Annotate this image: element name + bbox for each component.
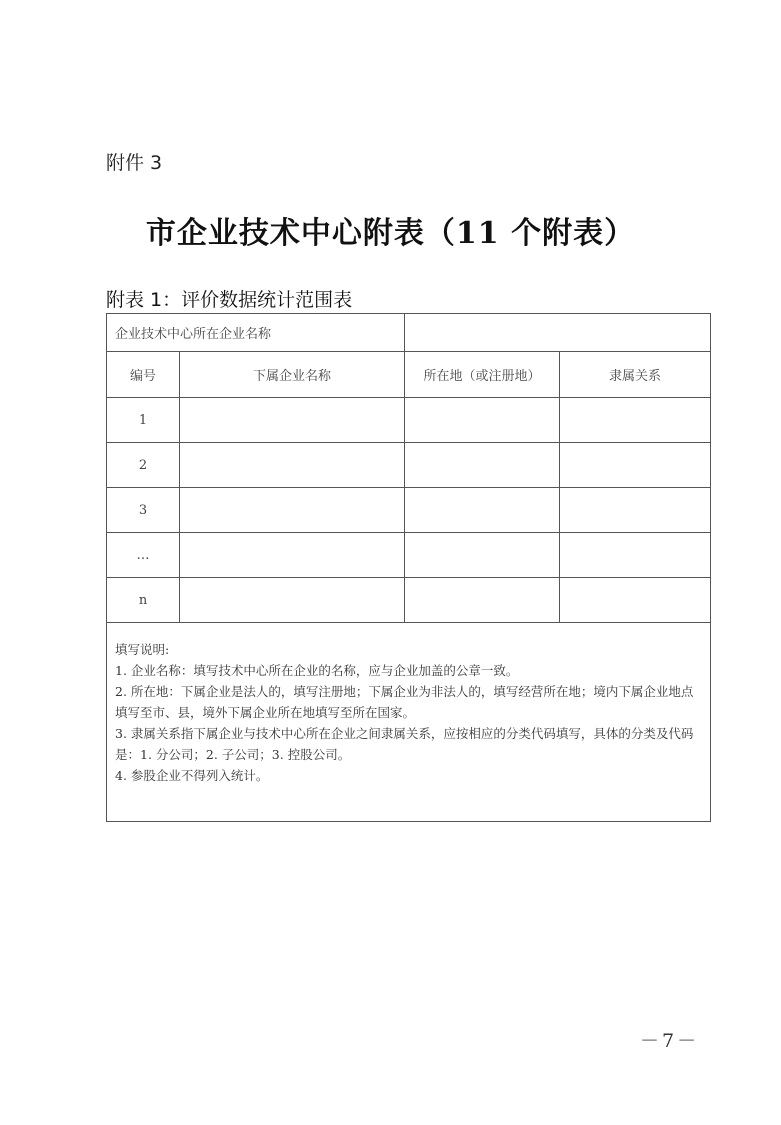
table-row <box>107 398 711 443</box>
filling-instructions <box>107 623 711 822</box>
column-header-subsidiary-name: 下属企业名称 <box>180 352 405 398</box>
company-name-row <box>107 314 711 352</box>
column-header-relation: 隶属关系 <box>560 352 711 398</box>
row-number: … <box>107 533 180 578</box>
location-cell[interactable] <box>405 578 560 623</box>
subsidiary-name-cell[interactable] <box>180 443 405 488</box>
relation-cell[interactable] <box>560 443 711 488</box>
relation-cell[interactable] <box>560 578 711 623</box>
relation-cell[interactable] <box>560 533 711 578</box>
page-number: －7－ <box>640 1030 700 1052</box>
row-number: n <box>107 578 180 623</box>
company-name-field[interactable] <box>405 314 711 352</box>
table-header-row <box>107 352 711 398</box>
column-header-number: 编号 <box>107 352 180 398</box>
row-number: 2 <box>107 443 180 488</box>
row-number: 3 <box>107 488 180 533</box>
table-row <box>107 443 711 488</box>
subsidiary-name-cell[interactable] <box>180 533 405 578</box>
relation-cell[interactable] <box>560 488 711 533</box>
table-row <box>107 533 711 578</box>
column-header-location: 所在地（或注册地） <box>405 352 560 398</box>
note-item: 2. 所在地：下属企业是法人的，填写注册地；下属企业为非法人的，填写经营所在地；境内下属企业地点填写至市、县，境外下属企业所在地填写至所在国家。 <box>115 684 694 720</box>
location-cell[interactable] <box>405 488 560 533</box>
table-row <box>107 578 711 623</box>
note-item: 3. 隶属关系指下属企业与技术中心所在企业之间隶属关系，应按相应的分类代码填写，具体的分类及代码是：1. 分公司；2. 子公司；3. 控股公司。 <box>115 726 694 762</box>
subsidiary-name-cell[interactable] <box>180 578 405 623</box>
page-title: 市企业技术中心附表（11 个附表） <box>145 216 636 251</box>
notes-row <box>107 623 711 822</box>
table-row <box>107 488 711 533</box>
subsidiary-name-cell[interactable] <box>180 488 405 533</box>
notes-heading: 填写说明: <box>115 642 170 657</box>
note-item: 4. 参股企业不得列入统计。 <box>115 768 269 783</box>
location-cell[interactable] <box>405 443 560 488</box>
note-item: 1. 企业名称：填写技术中心所在企业的名称，应与企业加盖的公章一致。 <box>115 663 519 678</box>
attachment-label: 附件 3 <box>106 152 163 174</box>
table-title: 附表 1：评价数据统计范围表 <box>106 289 353 311</box>
statistics-scope-table <box>106 313 711 822</box>
relation-cell[interactable] <box>560 398 711 443</box>
location-cell[interactable] <box>405 398 560 443</box>
company-name-label: 企业技术中心所在企业名称 <box>107 314 405 352</box>
subsidiary-name-cell[interactable] <box>180 398 405 443</box>
location-cell[interactable] <box>405 533 560 578</box>
row-number: 1 <box>107 398 180 443</box>
